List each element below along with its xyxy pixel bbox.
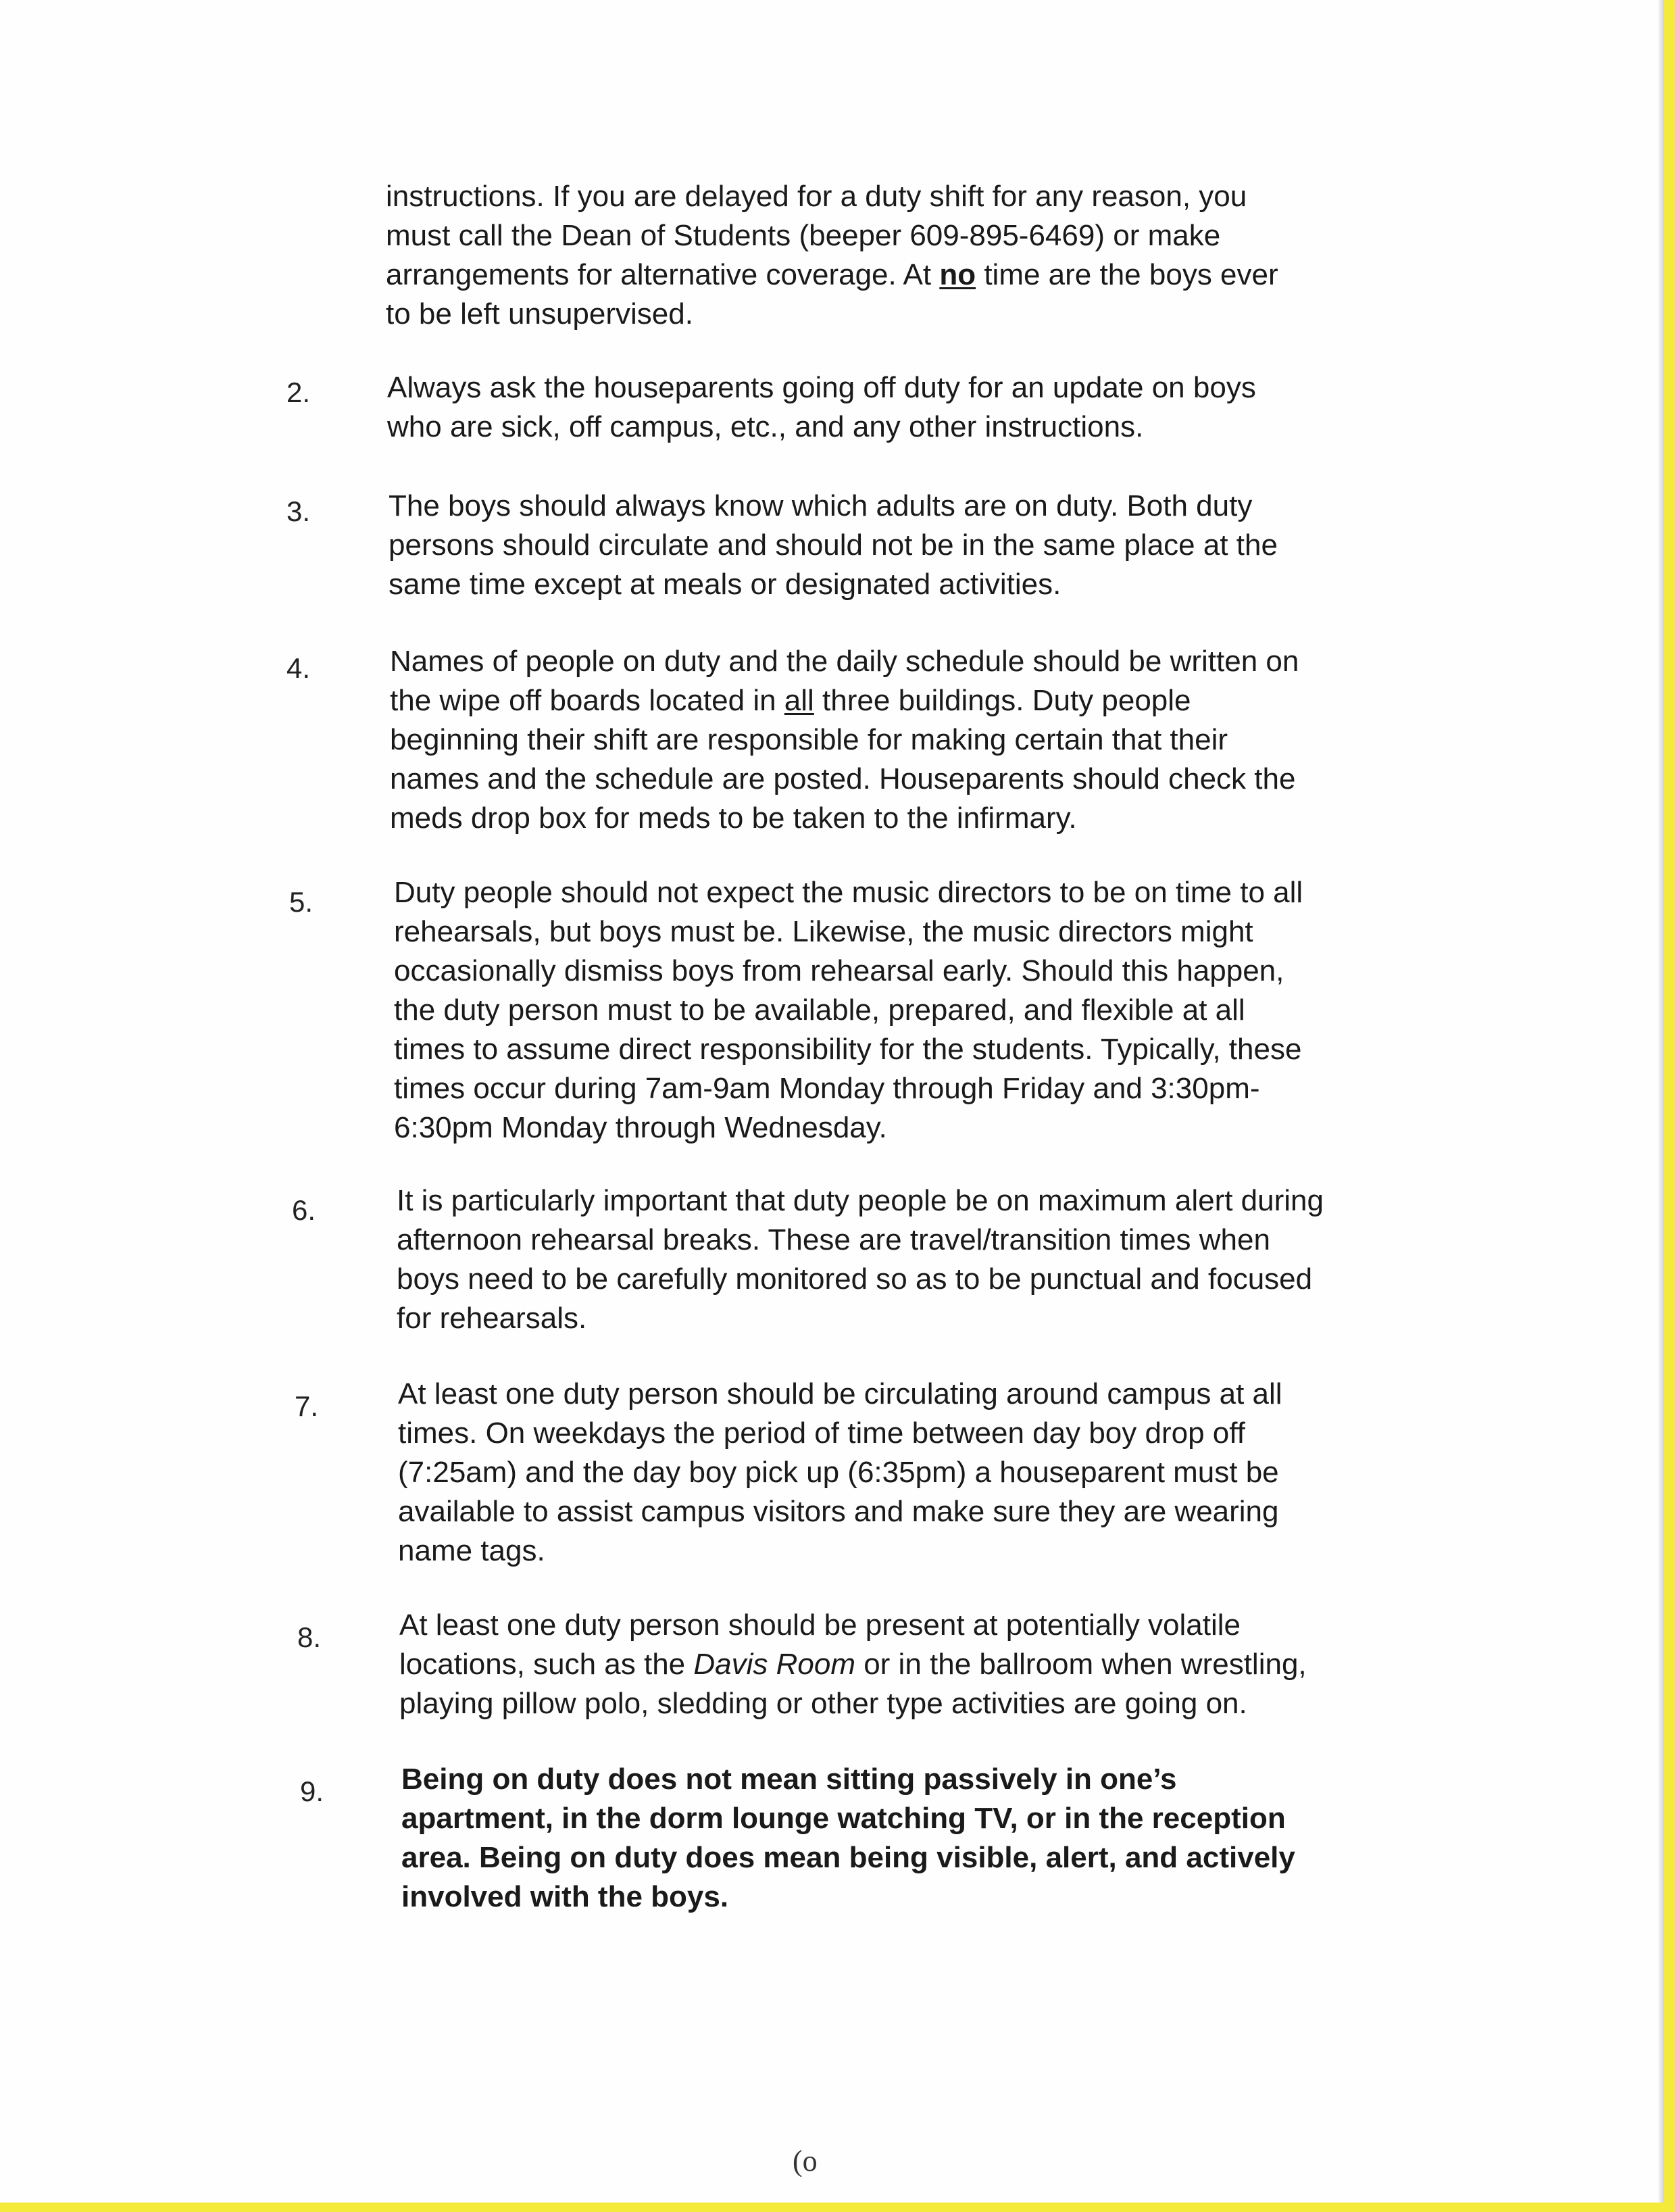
paragraph-line: meds drop box for meds to be taken to the infirmary.	[390, 802, 1077, 835]
paragraph-line: beginning their shift are responsible for making certain that their	[390, 723, 1228, 756]
paragraph-line: At least one duty person should be present at potentially volatile	[399, 1608, 1241, 1642]
paragraph-line: the duty person must to be available, prepared, and flexible at all	[394, 993, 1245, 1027]
paper-edge-right	[1664, 0, 1675, 2212]
paragraph-line: name tags.	[398, 1534, 545, 1567]
paragraph-line: available to assist campus visitors and make sure they are wearing	[398, 1495, 1279, 1528]
paragraph-line: names and the schedule are posted. Houseparents should check the	[390, 762, 1296, 795]
paragraph-line: area. Being on duty does mean being visible, alert, and actively	[401, 1841, 1295, 1874]
item-number-7: 7.	[295, 1390, 319, 1422]
paragraph-line: times. On weekdays the period of time between day boy drop off	[398, 1417, 1245, 1450]
paragraph-line: Names of people on duty and the daily schedule should be written on	[390, 645, 1299, 678]
item-number-3: 3.	[286, 495, 311, 527]
paragraph-line: Being on duty does not mean sitting passively in one’s	[401, 1763, 1177, 1796]
paragraph-line: At least one duty person should be circulating around campus at all	[398, 1377, 1282, 1410]
paragraph-line: times occur during 7am-9am Monday through Friday and 3:30pm-	[394, 1072, 1260, 1105]
paragraph-line: for rehearsals.	[397, 1302, 587, 1335]
paragraph-line: involved with the boys.	[401, 1880, 729, 1913]
item-number-2: 2.	[286, 376, 311, 408]
item-number-5: 5.	[289, 886, 314, 918]
item-number-4: 4.	[286, 652, 311, 684]
paragraph-line: boys need to be carefully monitored so as to be punctual and focused	[397, 1262, 1313, 1296]
paragraph-line: the wipe off boards located in all three buildings. Duty people	[390, 684, 1191, 717]
paragraph-line: playing pillow polo, sledding or other type activities are going on.	[399, 1687, 1247, 1720]
emphasis-no: no	[939, 258, 976, 291]
paragraph-line: 6:30pm Monday through Wednesday.	[394, 1111, 887, 1144]
paragraph-line: occasionally dismiss boys from rehearsal early. Should this happen,	[394, 954, 1284, 987]
paper-edge-bottom	[0, 2203, 1675, 2212]
paragraph-line: instructions. If you are delayed for a duty shift for any reason, you	[386, 180, 1247, 213]
paragraph-line: afternoon rehearsal breaks. These are travel/transition times when	[397, 1223, 1270, 1256]
page-number-mark: (o	[793, 2144, 818, 2178]
paragraph-line: Duty people should not expect the music directors to be on time to all	[394, 876, 1303, 909]
paper-edge-shadow	[1657, 0, 1664, 2212]
paragraph-line: persons should circulate and should not be in the same place at the	[389, 529, 1278, 562]
paragraph-line: locations, such as the Davis Room or in the ballroom when wrestling,	[399, 1648, 1307, 1681]
paragraph-line: who are sick, off campus, etc., and any other instructions.	[387, 410, 1144, 443]
item-number-6: 6.	[292, 1194, 316, 1226]
item-number-8: 8.	[297, 1621, 322, 1653]
paragraph-line: same time except at meals or designated activities.	[389, 568, 1061, 601]
paragraph-line: must call the Dean of Students (beeper 609-895-6469) or make	[386, 219, 1221, 252]
emphasis-all: all	[784, 684, 814, 717]
paragraph-line: Always ask the houseparents going off duty for an update on boys	[387, 371, 1256, 404]
paragraph-line: apartment, in the dorm lounge watching TV, or in the reception	[401, 1802, 1286, 1835]
paragraph-line: (7:25am) and the day boy pick up (6:35pm) a houseparent must be	[398, 1456, 1279, 1489]
emphasis-davis-room: Davis Room	[693, 1648, 855, 1681]
paragraph-line: times to assume direct responsibility for the students. Typically, these	[394, 1033, 1302, 1066]
paragraph-line: to be left unsupervised.	[386, 297, 693, 330]
paragraph-line: The boys should always know which adults are on duty. Both duty	[389, 489, 1253, 522]
paragraph-line: arrangements for alternative coverage. At no time are the boys ever	[386, 258, 1278, 291]
item-number-9: 9.	[300, 1775, 324, 1807]
paragraph-line: rehearsals, but boys must be. Likewise, the music directors might	[394, 915, 1253, 948]
paragraph-line: It is particularly important that duty people be on maximum alert during	[397, 1184, 1324, 1217]
